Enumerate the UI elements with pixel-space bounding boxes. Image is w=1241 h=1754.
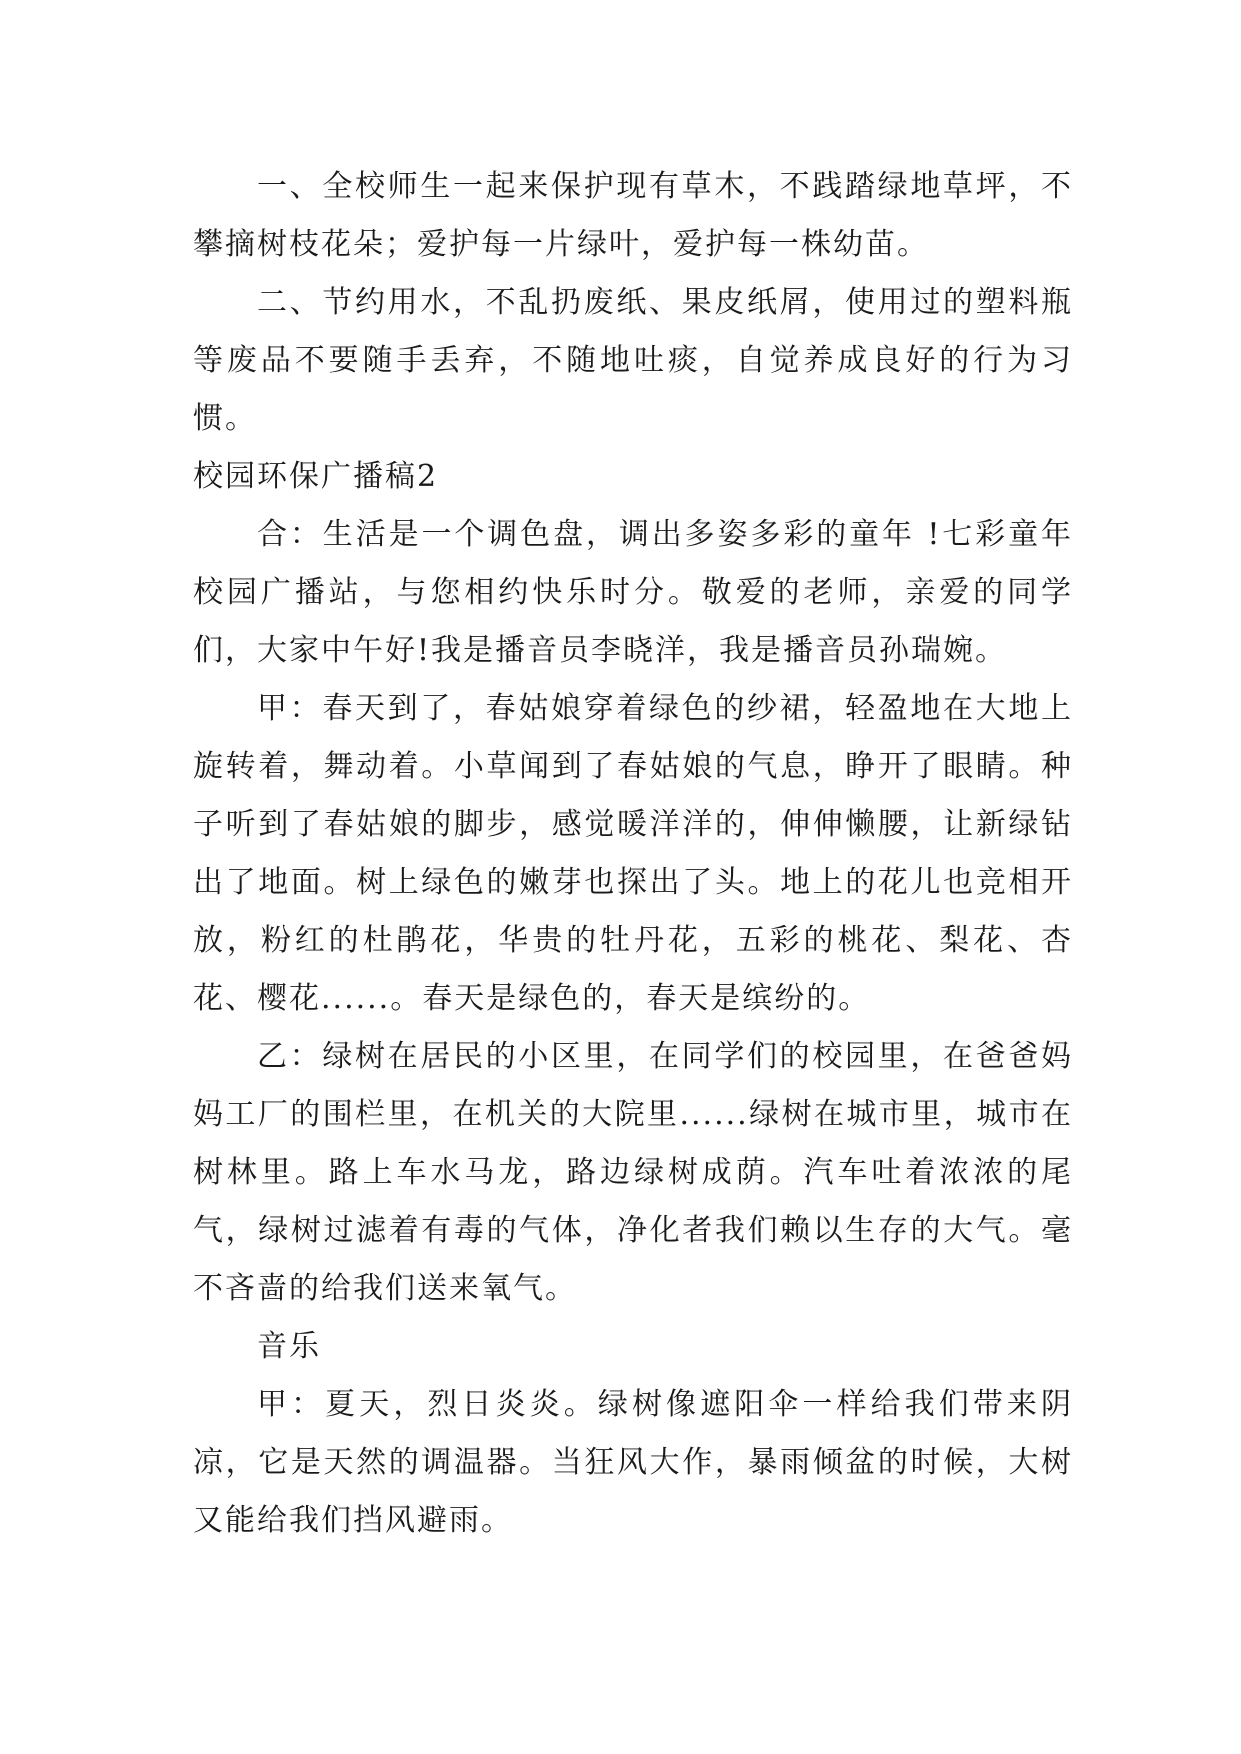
paragraph-music: 音乐: [257, 1329, 321, 1364]
section-heading: 校园环保广播稿2: [193, 459, 439, 494]
paragraph-protect-plants: 一、全校师生一起来保护现有草木，不践踏绿地草坪，不攀摘树枝花朵；爱护每一片绿叶，爱护每一株幼苗。: [193, 169, 1073, 262]
document-body: [193, 158, 1073, 1550]
paragraph-summer: 甲：夏天，烈日炎炎。绿树像遮阳伞一样给我们带来阴凉，它是天然的调温器。当狂风大作，暴雨倾盆的时候，大树又能给我们挡风避雨。: [193, 1387, 1073, 1538]
paragraph-green-trees: 乙：绿树在居民的小区里，在同学们的校园里，在爸爸妈妈工厂的围栏里，在机关的大院里......绿树在城市里，城市在树林里。路上车水马龙，路边绿树成荫。汽车吐着浓浓的尾气，绿树过滤着有毒的气体，净化者我们赖以生存的大气。毫不吝啬的给我们送来氧气。: [193, 1039, 1073, 1306]
paragraph-opening: 合：生活是一个调色盘，调出多姿多彩的童年 !七彩童年校园广播站，与您相约快乐时分。敬爱的老师，亲爱的同学们，大家中午好!我是播音员李晓洋，我是播音员孙瑞婉。: [193, 517, 1073, 668]
paragraph-save-water: 二、节约用水，不乱扔废纸、果皮纸屑，使用过的塑料瓶等废品不要随手丢弃，不随地吐痰，自觉养成良好的行为习惯。: [193, 285, 1073, 436]
paragraph-spring: 甲：春天到了，春姑娘穿着绿色的纱裙，轻盈地在大地上旋转着，舞动着。小草闻到了春姑娘的气息，睁开了眼睛。种子听到了春姑娘的脚步，感觉暖洋洋的，伸伸懒腰，让新绿钻出了地面。树上绿色的嫩芽也探出了头。地上的花儿也竞相开放，粉红的杜鹃花，华贵的牡丹花，五彩的桃花、梨花、杏花、樱花......。春天是绿色的，春天是缤纷的。: [193, 691, 1073, 1016]
